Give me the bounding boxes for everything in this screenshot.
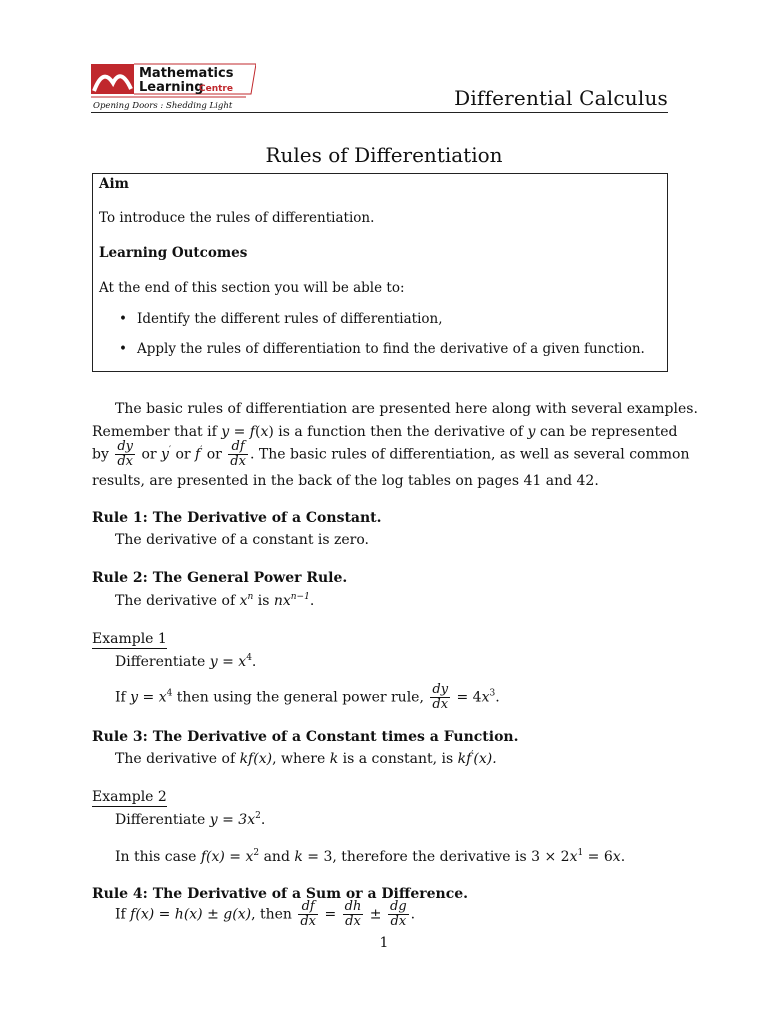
example-line: In this case $f(x) = x^2$ and k = 3, therefore the derivative is $3 \times 2x^1 = 6x$.	[115, 848, 626, 865]
intro-line: by $\frac{dy}{dx}$ or y′ or f′ or $\frac{df}{dx}$ . The basic rules of differentiation, as well as several common	[92, 439, 690, 469]
rule-text: The derivative of kf(x), where k is a constant, is kf′(x).	[115, 750, 497, 767]
example-line: If $y = x^4$ then using the general power rule, $\frac{dy}{dx}$ = $4x^3$.	[115, 682, 500, 712]
logo-tagline: Opening Doors : Shedding Light	[93, 101, 233, 111]
example-heading: Example 1	[92, 631, 167, 647]
rule-heading: Rule 4: The Derivative of a Sum or a Difference.	[92, 886, 469, 902]
header-title: Differential Calculus	[454, 86, 668, 110]
intro-line: Remember that if y = f(x) is a function then the derivative of y can be represented	[92, 424, 678, 440]
fraction-dg-dx: $\frac{dg}{dx}$	[390, 899, 407, 929]
bullet-icon: •	[119, 341, 127, 357]
example-line: Differentiate $y = x^4$.	[115, 653, 257, 670]
outcome-text: Identify the different rules of differentiation,	[137, 311, 443, 327]
intro-line: results, are presented in the back of the log tables on pages 41 and 42.	[92, 473, 599, 489]
fraction-dy-dx: $\frac{dy}{dx}$	[432, 682, 449, 712]
logo-line2a: Learning	[139, 80, 204, 95]
example-line: Differentiate $y = 3x^2$.	[115, 811, 266, 828]
fraction-dh-dx: $\frac{dh}{dx}$	[344, 899, 362, 929]
header-divider	[91, 112, 668, 113]
fraction-df-dx: $\frac{df}{dx}$	[230, 439, 246, 469]
logo-line1: Mathematics	[139, 66, 234, 81]
aim-text: To introduce the rules of differentiation.	[99, 210, 375, 226]
fraction-dy-dx: $\frac{dy}{dx}$	[117, 439, 133, 469]
logo-line2b: Centre	[199, 84, 233, 94]
outcome-bullet	[119, 341, 645, 357]
logo	[91, 63, 256, 111]
aim-heading: Aim	[99, 176, 129, 192]
page-number: 1	[379, 935, 389, 951]
rule-heading: Rule 2: The General Power Rule.	[92, 570, 348, 586]
rule-heading: Rule 1: The Derivative of a Constant.	[92, 510, 382, 526]
outcome-bullet	[119, 311, 443, 327]
example-heading: Example 2	[92, 789, 167, 805]
rule-heading: Rule 3: The Derivative of a Constant times a Function.	[92, 729, 519, 745]
logo-graphic	[91, 63, 256, 111]
fraction-df-dx: $\frac{df}{dx}$	[300, 899, 317, 929]
intro-line: The basic rules of differentiation are presented here along with several examples.	[115, 401, 698, 417]
rule-text: The derivative of a constant is zero.	[115, 532, 370, 548]
rule-text: The derivative of $x^n$ is $nx^{n-1}$.	[115, 592, 315, 609]
document-title: Rules of Differentiation	[265, 143, 503, 167]
aim-box	[92, 173, 668, 372]
rule-text: If f(x) = h(x) ± g(x), then $\frac{df}{dx}$ = $\frac{dh}{dx}$ ± $\frac{dg}{dx}$ .	[115, 899, 416, 929]
outcomes-heading: Learning Outcomes	[99, 245, 248, 261]
bullet-icon: •	[119, 311, 127, 327]
outcome-text: Apply the rules of differentiation to find the derivative of a given function.	[137, 341, 645, 357]
outcomes-intro: At the end of this section you will be able to:	[99, 280, 405, 296]
